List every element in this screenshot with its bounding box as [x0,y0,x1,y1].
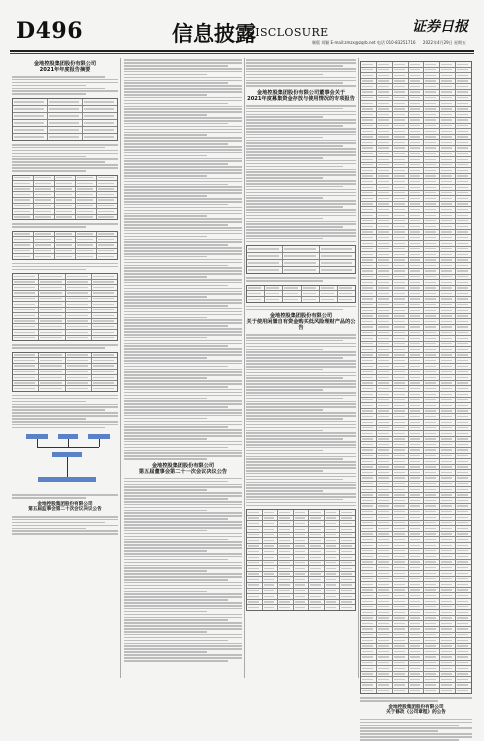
article-title: 关于修改《公司章程》的公告 [386,710,446,716]
company-name: 金地控股集团股份有限公司 [151,462,215,469]
masthead-rule-thin [10,53,474,54]
article-title: 第五届监事会第二十次会议决议公告 [28,507,102,513]
masthead [10,12,474,50]
column-3 [246,58,356,678]
bond-table [12,352,118,392]
article-header-deposit [246,90,356,102]
column-1 [12,58,118,678]
column-divider [120,58,121,678]
article-header-supervisor [12,502,118,513]
financial-data-table [12,175,118,221]
amendment-compare-table [246,509,356,611]
article-header-risk [246,313,356,331]
column-divider [358,58,359,678]
article-title: 2021年年度报告摘要 [39,67,91,73]
article-header-articles-amend [360,705,472,716]
column-4 [360,58,472,716]
ownership-structure-diagram [12,432,118,490]
column-2 [124,58,242,678]
deposit-table [246,245,356,274]
article-title: 2021年度募集资金存放与使用情况的专项报告 [247,95,355,102]
section-subtitle: DISCLOSURE [246,26,329,39]
company-name: 金地控股集团股份有限公司 [388,704,444,710]
articles-amendment-table [360,61,472,694]
column-divider [244,58,245,678]
masthead-rule [10,50,474,52]
article-header-board [124,463,242,475]
page-number: D496 [16,18,84,44]
stock-info-table [12,98,118,141]
article-title: 第五届董事会第二十一次会议决议公告 [138,468,228,475]
company-name: 金地控股集团股份有限公司 [33,61,97,67]
fund-usage-table [246,285,356,303]
company-name: 金地控股集团股份有限公司董事会关于 [256,89,346,96]
company-name: 金地控股集团股份有限公司 [37,501,93,507]
quarterly-data-table [12,231,118,260]
company-name: 金地控股集团股份有限公司 [269,313,333,320]
newspaper-logo: 证券日报 [412,19,468,35]
header-meta-contact: 制版 刘颖 E-mail:zmzx@zqrb.net 电话 010-83251716 [312,40,416,45]
article-header-annual-report [12,61,118,73]
header-meta-date: 2022年4月29日 星期五 [422,40,466,45]
article-title: 关于使用闲置自有资金购买低风险理财产品的公告 [246,319,356,332]
section-title: 信息披露 [172,21,256,46]
shareholder-table [12,273,118,341]
